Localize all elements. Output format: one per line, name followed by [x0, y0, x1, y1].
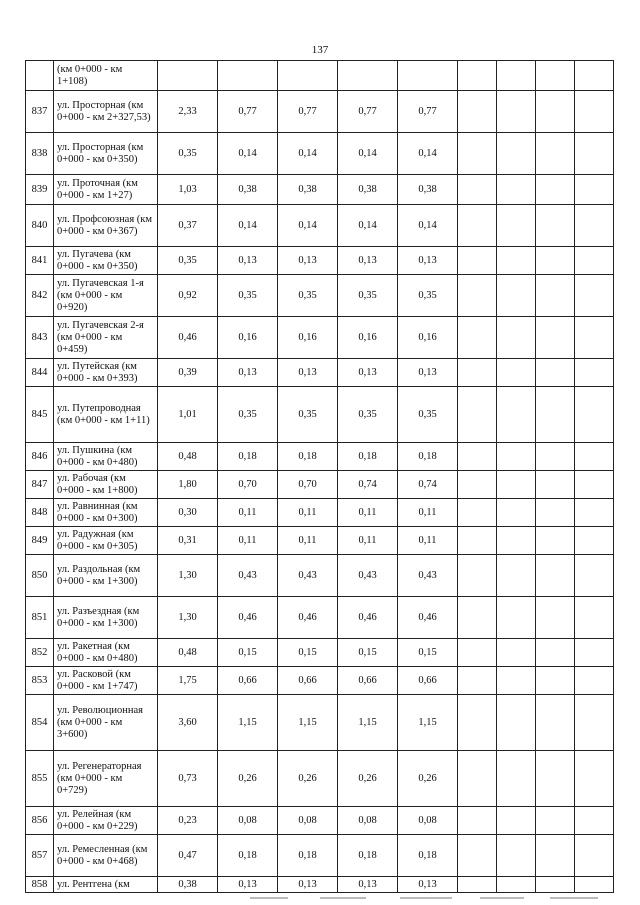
empty-cell	[458, 597, 497, 639]
empty-cell	[458, 443, 497, 471]
empty-cell	[536, 807, 575, 835]
table-row	[26, 359, 614, 387]
value-col-4: 0,08	[338, 807, 398, 835]
road-name: ул. Пугачевская 1-я (км 0+000 - км 0+920)	[54, 275, 158, 317]
value-col-5: 0,38	[398, 175, 458, 205]
value-col-5: 0,13	[398, 247, 458, 275]
value-length: 1,03	[158, 175, 218, 205]
value-col-3	[278, 61, 338, 91]
empty-cell	[536, 695, 575, 751]
value-col-2: 0,43	[218, 555, 278, 597]
empty-cell	[575, 877, 614, 893]
value-length: 0,92	[158, 275, 218, 317]
empty-cell	[536, 751, 575, 807]
road-name: ул. Регенераторная (км 0+000 - км 0+729)	[54, 751, 158, 807]
empty-cell	[458, 877, 497, 893]
table-row	[26, 695, 614, 751]
value-col-4: 0,35	[338, 275, 398, 317]
empty-cell	[536, 527, 575, 555]
empty-cell	[458, 807, 497, 835]
empty-cell	[536, 877, 575, 893]
empty-cell	[497, 877, 536, 893]
empty-cell	[575, 387, 614, 443]
empty-cell	[497, 597, 536, 639]
empty-cell	[497, 61, 536, 91]
empty-cell	[497, 247, 536, 275]
road-name: ул. Рентгена (км	[54, 877, 158, 893]
empty-cell	[458, 471, 497, 499]
empty-cell	[575, 133, 614, 175]
value-col-2: 0,66	[218, 667, 278, 695]
row-number: 854	[26, 695, 54, 751]
value-col-2: 0,13	[218, 877, 278, 893]
value-col-2: 0,13	[218, 359, 278, 387]
table-row	[26, 597, 614, 639]
value-col-4: 0,13	[338, 877, 398, 893]
table-row	[26, 527, 614, 555]
row-number: 847	[26, 471, 54, 499]
value-col-2: 0,11	[218, 499, 278, 527]
value-col-2: 0,38	[218, 175, 278, 205]
value-length	[158, 61, 218, 91]
value-length: 0,39	[158, 359, 218, 387]
empty-cell	[575, 597, 614, 639]
row-number: 845	[26, 387, 54, 443]
value-col-5: 0,11	[398, 527, 458, 555]
value-col-3: 0,14	[278, 133, 338, 175]
empty-cell	[575, 471, 614, 499]
roads-table	[25, 60, 614, 893]
value-col-3: 0,43	[278, 555, 338, 597]
empty-cell	[575, 61, 614, 91]
table-row	[26, 443, 614, 471]
table-row	[26, 247, 614, 275]
value-col-5: 0,13	[398, 877, 458, 893]
value-col-5: 0,18	[398, 835, 458, 877]
value-col-3: 0,18	[278, 835, 338, 877]
value-col-2: 0,14	[218, 205, 278, 247]
empty-cell	[497, 639, 536, 667]
empty-cell	[497, 275, 536, 317]
value-col-4: 0,66	[338, 667, 398, 695]
row-number: 852	[26, 639, 54, 667]
value-col-5: 0,74	[398, 471, 458, 499]
value-length: 0,30	[158, 499, 218, 527]
table-row	[26, 91, 614, 133]
empty-cell	[575, 667, 614, 695]
value-col-2: 0,35	[218, 275, 278, 317]
value-col-4: 0,14	[338, 133, 398, 175]
empty-cell	[497, 555, 536, 597]
value-length: 0,48	[158, 443, 218, 471]
value-length: 0,23	[158, 807, 218, 835]
table-row	[26, 275, 614, 317]
value-col-3: 0,77	[278, 91, 338, 133]
value-col-3: 0,16	[278, 317, 338, 359]
empty-cell	[575, 639, 614, 667]
value-col-4: 0,77	[338, 91, 398, 133]
value-col-3: 0,70	[278, 471, 338, 499]
value-length: 0,47	[158, 835, 218, 877]
road-name: ул. Ракетная (км 0+000 - км 0+480)	[54, 639, 158, 667]
table-row	[26, 205, 614, 247]
value-col-5: 0,14	[398, 133, 458, 175]
value-length: 0,35	[158, 133, 218, 175]
table-row	[26, 751, 614, 807]
row-number: 851	[26, 597, 54, 639]
value-col-5	[398, 61, 458, 91]
row-number: 838	[26, 133, 54, 175]
value-col-4: 1,15	[338, 695, 398, 751]
table-row	[26, 471, 614, 499]
road-name: ул. Путейская (км 0+000 - км 0+393)	[54, 359, 158, 387]
value-col-3: 1,15	[278, 695, 338, 751]
empty-cell	[458, 359, 497, 387]
road-name: ул. Путепроводная (км 0+000 - км 1+11)	[54, 387, 158, 443]
page-number: 137	[311, 44, 329, 56]
value-col-4: 0,16	[338, 317, 398, 359]
value-col-4: 0,14	[338, 205, 398, 247]
value-col-4: 0,13	[338, 359, 398, 387]
empty-cell	[575, 499, 614, 527]
value-col-2: 0,15	[218, 639, 278, 667]
empty-cell	[458, 175, 497, 205]
empty-cell	[575, 443, 614, 471]
row-number: 856	[26, 807, 54, 835]
empty-cell	[575, 527, 614, 555]
value-col-3: 0,26	[278, 751, 338, 807]
empty-cell	[458, 667, 497, 695]
empty-cell	[536, 639, 575, 667]
value-col-3: 0,35	[278, 387, 338, 443]
road-name: ул. Пугачева (км 0+000 - км 0+350)	[54, 247, 158, 275]
road-name: ул. Рабочая (км 0+000 - км 1+800)	[54, 471, 158, 499]
empty-cell	[575, 555, 614, 597]
value-length: 0,48	[158, 639, 218, 667]
value-col-4: 0,15	[338, 639, 398, 667]
value-col-5: 0,77	[398, 91, 458, 133]
value-col-3: 0,08	[278, 807, 338, 835]
table-row	[26, 639, 614, 667]
value-col-5: 0,08	[398, 807, 458, 835]
value-col-3: 0,13	[278, 877, 338, 893]
value-col-2: 1,15	[218, 695, 278, 751]
value-col-2: 0,14	[218, 133, 278, 175]
empty-cell	[497, 499, 536, 527]
value-col-4: 0,11	[338, 527, 398, 555]
empty-cell	[497, 807, 536, 835]
value-length: 2,33	[158, 91, 218, 133]
empty-cell	[536, 555, 575, 597]
value-length: 1,30	[158, 597, 218, 639]
row-number: 843	[26, 317, 54, 359]
value-length: 1,01	[158, 387, 218, 443]
value-col-2: 0,70	[218, 471, 278, 499]
empty-cell	[575, 247, 614, 275]
value-col-5: 1,15	[398, 695, 458, 751]
empty-cell	[458, 133, 497, 175]
row-number: 841	[26, 247, 54, 275]
empty-cell	[497, 133, 536, 175]
empty-cell	[497, 205, 536, 247]
empty-cell	[497, 175, 536, 205]
value-col-2: 0,77	[218, 91, 278, 133]
road-name: ул. Профсоюзная (км 0+000 - км 0+367)	[54, 205, 158, 247]
empty-cell	[575, 807, 614, 835]
row-number: 840	[26, 205, 54, 247]
row-number: 842	[26, 275, 54, 317]
empty-cell	[497, 387, 536, 443]
road-name: ул. Проточная (км 0+000 - км 1+27)	[54, 175, 158, 205]
road-name: ул. Раздольная (км 0+000 - км 1+300)	[54, 555, 158, 597]
value-col-5: 0,15	[398, 639, 458, 667]
table-row	[26, 555, 614, 597]
empty-cell	[536, 387, 575, 443]
value-col-2: 0,26	[218, 751, 278, 807]
value-col-5: 0,35	[398, 275, 458, 317]
value-col-5: 0,26	[398, 751, 458, 807]
empty-cell	[458, 205, 497, 247]
value-col-4: 0,74	[338, 471, 398, 499]
empty-cell	[575, 175, 614, 205]
row-number	[26, 61, 54, 91]
empty-cell	[575, 359, 614, 387]
value-col-4: 0,35	[338, 387, 398, 443]
empty-cell	[575, 275, 614, 317]
value-col-2: 0,08	[218, 807, 278, 835]
value-col-5: 0,14	[398, 205, 458, 247]
value-col-2: 0,18	[218, 835, 278, 877]
value-col-2: 0,13	[218, 247, 278, 275]
empty-cell	[497, 471, 536, 499]
table-row	[26, 877, 614, 893]
value-col-5: 0,18	[398, 443, 458, 471]
value-col-5: 0,11	[398, 499, 458, 527]
value-col-4: 0,13	[338, 247, 398, 275]
value-col-5: 0,43	[398, 555, 458, 597]
table-row	[26, 807, 614, 835]
footer-scan-marks	[240, 897, 610, 903]
empty-cell	[497, 91, 536, 133]
empty-cell	[458, 835, 497, 877]
value-length: 1,75	[158, 667, 218, 695]
row-number: 848	[26, 499, 54, 527]
value-col-3: 0,13	[278, 247, 338, 275]
value-col-2: 0,18	[218, 443, 278, 471]
empty-cell	[497, 359, 536, 387]
road-name: ул. Релейная (км 0+000 - км 0+229)	[54, 807, 158, 835]
row-number: 849	[26, 527, 54, 555]
empty-cell	[458, 695, 497, 751]
table-row	[26, 175, 614, 205]
empty-cell	[458, 247, 497, 275]
empty-cell	[497, 751, 536, 807]
value-col-3: 0,18	[278, 443, 338, 471]
empty-cell	[536, 275, 575, 317]
value-col-5: 0,35	[398, 387, 458, 443]
row-number: 846	[26, 443, 54, 471]
road-name: ул. Пушкина (км 0+000 - км 0+480)	[54, 443, 158, 471]
empty-cell	[536, 91, 575, 133]
value-length: 0,31	[158, 527, 218, 555]
row-number: 853	[26, 667, 54, 695]
road-name: ул. Просторная (км 0+000 - км 2+327,53)	[54, 91, 158, 133]
empty-cell	[458, 555, 497, 597]
value-col-3: 0,11	[278, 499, 338, 527]
row-number: 837	[26, 91, 54, 133]
empty-cell	[458, 639, 497, 667]
empty-cell	[575, 835, 614, 877]
table-row	[26, 667, 614, 695]
empty-cell	[536, 133, 575, 175]
value-col-5: 0,13	[398, 359, 458, 387]
empty-cell	[536, 317, 575, 359]
value-col-3: 0,35	[278, 275, 338, 317]
empty-cell	[497, 695, 536, 751]
value-col-2: 0,46	[218, 597, 278, 639]
empty-cell	[458, 61, 497, 91]
value-length: 1,80	[158, 471, 218, 499]
empty-cell	[575, 205, 614, 247]
value-col-2: 0,11	[218, 527, 278, 555]
value-col-4: 0,46	[338, 597, 398, 639]
value-length: 0,73	[158, 751, 218, 807]
road-name: (км 0+000 - км 1+108)	[54, 61, 158, 91]
table-row	[26, 133, 614, 175]
row-number: 839	[26, 175, 54, 205]
row-number: 858	[26, 877, 54, 893]
empty-cell	[497, 835, 536, 877]
value-length: 0,35	[158, 247, 218, 275]
value-col-4: 0,38	[338, 175, 398, 205]
empty-cell	[536, 175, 575, 205]
row-number: 857	[26, 835, 54, 877]
value-col-2	[218, 61, 278, 91]
road-name: ул. Просторная (км 0+000 - км 0+350)	[54, 133, 158, 175]
value-col-3: 0,11	[278, 527, 338, 555]
value-col-3: 0,13	[278, 359, 338, 387]
row-number: 850	[26, 555, 54, 597]
value-col-4: 0,18	[338, 443, 398, 471]
value-col-4: 0,26	[338, 751, 398, 807]
road-name: ул. Радужная (км 0+000 - км 0+305)	[54, 527, 158, 555]
table-row	[26, 387, 614, 443]
empty-cell	[458, 317, 497, 359]
table-row	[26, 835, 614, 877]
value-col-5: 0,46	[398, 597, 458, 639]
value-length: 3,60	[158, 695, 218, 751]
empty-cell	[575, 317, 614, 359]
empty-cell	[536, 61, 575, 91]
empty-cell	[458, 275, 497, 317]
table-row	[26, 61, 614, 91]
empty-cell	[575, 695, 614, 751]
value-col-5: 0,66	[398, 667, 458, 695]
empty-cell	[497, 527, 536, 555]
empty-cell	[497, 667, 536, 695]
row-number: 844	[26, 359, 54, 387]
table-row	[26, 317, 614, 359]
value-col-3: 0,14	[278, 205, 338, 247]
table-body	[26, 61, 614, 893]
empty-cell	[536, 835, 575, 877]
value-col-4: 0,11	[338, 499, 398, 527]
value-col-3: 0,15	[278, 639, 338, 667]
empty-cell	[458, 91, 497, 133]
value-col-5: 0,16	[398, 317, 458, 359]
empty-cell	[536, 443, 575, 471]
empty-cell	[575, 91, 614, 133]
empty-cell	[458, 751, 497, 807]
empty-cell	[458, 527, 497, 555]
value-col-4: 0,18	[338, 835, 398, 877]
empty-cell	[536, 247, 575, 275]
empty-cell	[536, 471, 575, 499]
empty-cell	[497, 443, 536, 471]
empty-cell	[536, 359, 575, 387]
value-col-3: 0,66	[278, 667, 338, 695]
empty-cell	[536, 499, 575, 527]
road-name: ул. Ремесленная (км 0+000 - км 0+468)	[54, 835, 158, 877]
value-col-4	[338, 61, 398, 91]
empty-cell	[458, 387, 497, 443]
value-length: 0,46	[158, 317, 218, 359]
empty-cell	[536, 597, 575, 639]
empty-cell	[536, 667, 575, 695]
empty-cell	[575, 751, 614, 807]
row-number: 855	[26, 751, 54, 807]
value-col-4: 0,43	[338, 555, 398, 597]
empty-cell	[458, 499, 497, 527]
value-col-2: 0,16	[218, 317, 278, 359]
empty-cell	[497, 317, 536, 359]
road-name: ул. Революционная (км 0+000 - км 3+600)	[54, 695, 158, 751]
value-length: 1,30	[158, 555, 218, 597]
value-length: 0,38	[158, 877, 218, 893]
road-name: ул. Разъездная (км 0+000 - км 1+300)	[54, 597, 158, 639]
road-name: ул. Пугачевская 2-я (км 0+000 - км 0+459)	[54, 317, 158, 359]
empty-cell	[536, 205, 575, 247]
table-row	[26, 499, 614, 527]
road-name: ул. Равнинная (км 0+000 - км 0+300)	[54, 499, 158, 527]
value-length: 0,37	[158, 205, 218, 247]
value-col-3: 0,46	[278, 597, 338, 639]
value-col-3: 0,38	[278, 175, 338, 205]
road-name: ул. Расковой (км 0+000 - км 1+747)	[54, 667, 158, 695]
value-col-2: 0,35	[218, 387, 278, 443]
